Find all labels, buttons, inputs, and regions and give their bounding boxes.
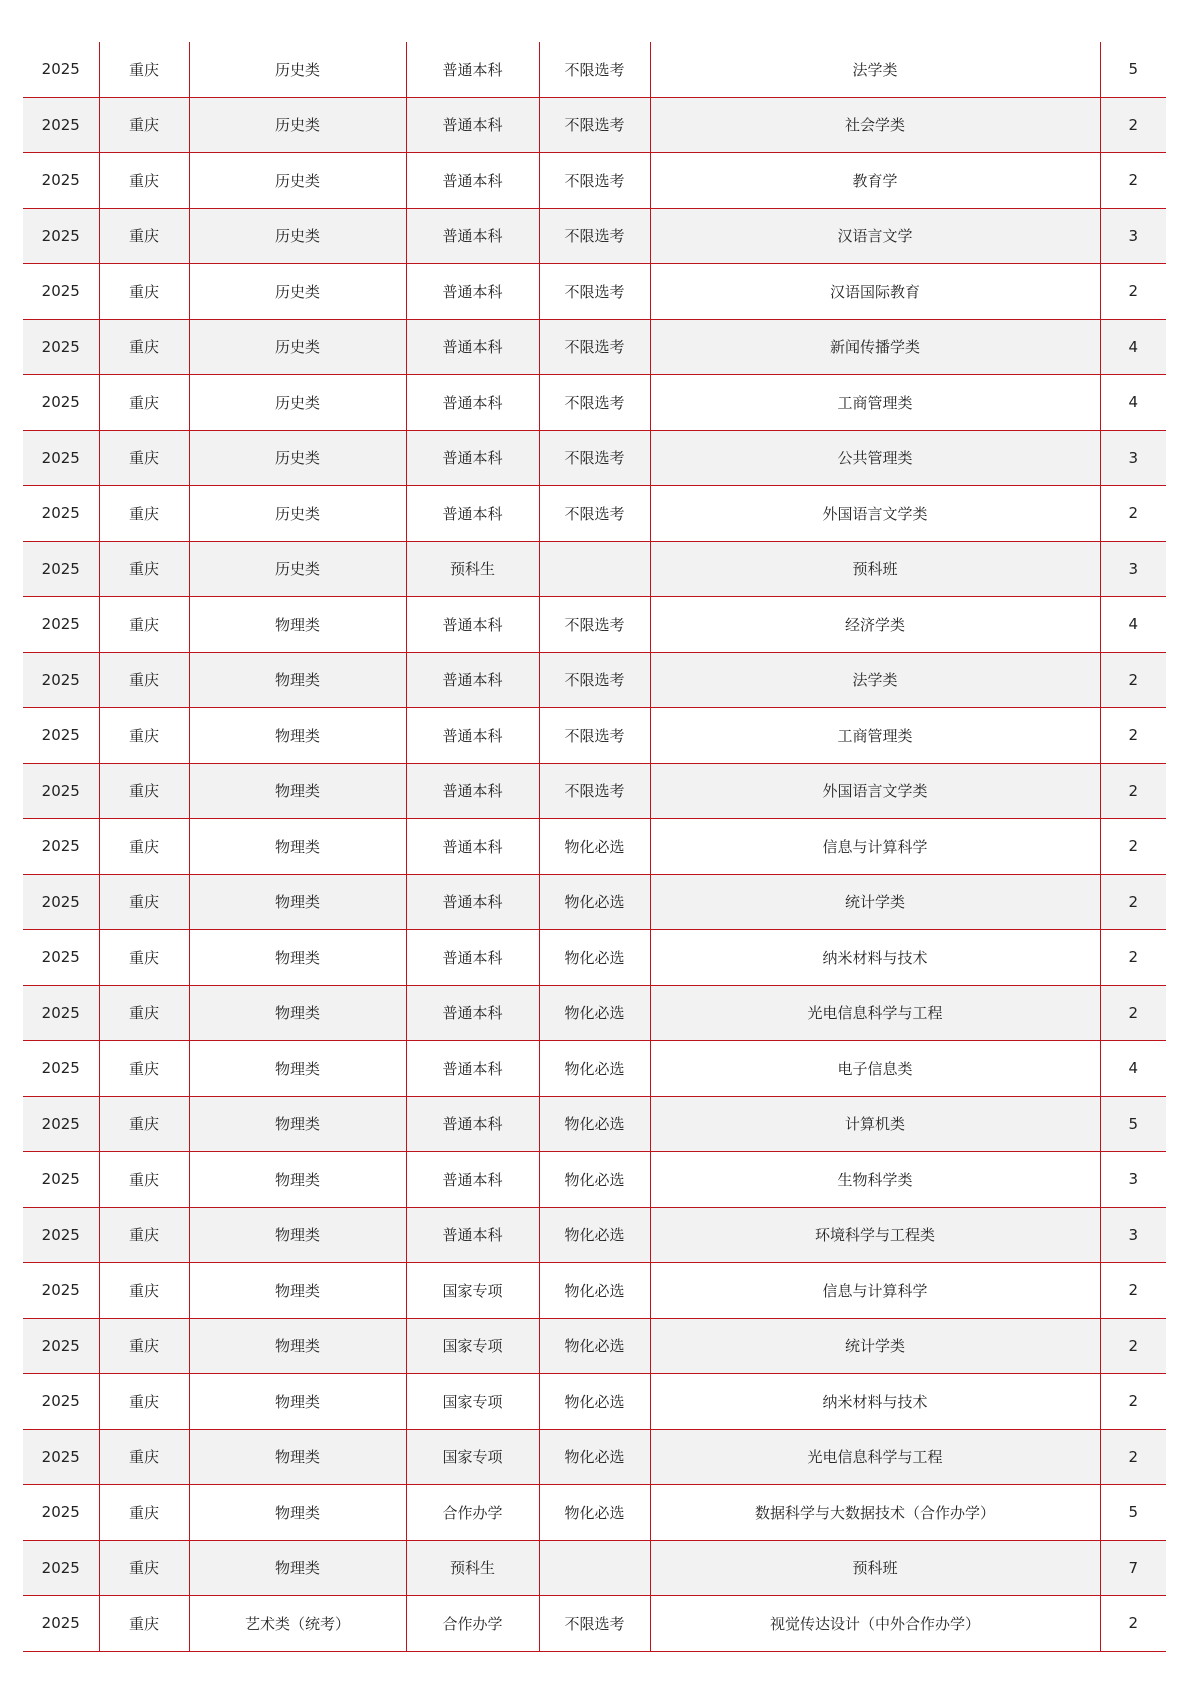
plan-count-cell: 3 bbox=[1100, 1152, 1166, 1208]
batch-cell: 普通本科 bbox=[406, 153, 539, 209]
subject-requirement-cell: 物化必选 bbox=[539, 1207, 650, 1263]
plan-count-cell: 2 bbox=[1100, 97, 1166, 153]
major-cell: 新闻传播学类 bbox=[650, 319, 1100, 375]
province-cell: 重庆 bbox=[99, 819, 189, 875]
province-cell: 重庆 bbox=[99, 1152, 189, 1208]
province-cell: 重庆 bbox=[99, 1041, 189, 1097]
table-row bbox=[23, 985, 1166, 1041]
plan-count-cell: 2 bbox=[1100, 1429, 1166, 1485]
batch-cell: 普通本科 bbox=[406, 763, 539, 819]
subject-requirement-cell: 不限选考 bbox=[539, 208, 650, 264]
batch-cell: 国家专项 bbox=[406, 1263, 539, 1319]
subject-category-cell: 历史类 bbox=[189, 208, 406, 264]
plan-count-cell: 2 bbox=[1100, 1596, 1166, 1652]
major-cell: 教育学 bbox=[650, 153, 1100, 209]
subject-category-cell: 历史类 bbox=[189, 319, 406, 375]
subject-category-cell: 物理类 bbox=[189, 1318, 406, 1374]
table-row bbox=[23, 1485, 1166, 1541]
year-cell: 2025 bbox=[23, 874, 99, 930]
table-body bbox=[23, 42, 1166, 1651]
batch-cell: 普通本科 bbox=[406, 652, 539, 708]
major-cell: 外国语言文学类 bbox=[650, 763, 1100, 819]
province-cell: 重庆 bbox=[99, 1318, 189, 1374]
table-row bbox=[23, 597, 1166, 653]
plan-count-cell: 2 bbox=[1100, 1318, 1166, 1374]
table-row bbox=[23, 652, 1166, 708]
province-cell: 重庆 bbox=[99, 1596, 189, 1652]
major-cell: 数据科学与大数据技术（合作办学） bbox=[650, 1485, 1100, 1541]
year-cell: 2025 bbox=[23, 208, 99, 264]
subject-category-cell: 物理类 bbox=[189, 1485, 406, 1541]
plan-count-cell: 5 bbox=[1100, 1485, 1166, 1541]
subject-category-cell: 历史类 bbox=[189, 153, 406, 209]
province-cell: 重庆 bbox=[99, 208, 189, 264]
year-cell: 2025 bbox=[23, 319, 99, 375]
table-row bbox=[23, 874, 1166, 930]
table-row bbox=[23, 486, 1166, 542]
year-cell: 2025 bbox=[23, 1096, 99, 1152]
plan-count-cell: 7 bbox=[1100, 1540, 1166, 1596]
subject-category-cell: 历史类 bbox=[189, 541, 406, 597]
table-row bbox=[23, 1207, 1166, 1263]
province-cell: 重庆 bbox=[99, 1485, 189, 1541]
subject-category-cell: 历史类 bbox=[189, 486, 406, 542]
batch-cell: 普通本科 bbox=[406, 430, 539, 486]
province-cell: 重庆 bbox=[99, 1263, 189, 1319]
subject-category-cell: 物理类 bbox=[189, 819, 406, 875]
subject-category-cell: 艺术类（统考） bbox=[189, 1596, 406, 1652]
batch-cell: 普通本科 bbox=[406, 486, 539, 542]
plan-count-cell: 2 bbox=[1100, 874, 1166, 930]
province-cell: 重庆 bbox=[99, 375, 189, 431]
subject-requirement-cell bbox=[539, 541, 650, 597]
subject-requirement-cell: 不限选考 bbox=[539, 652, 650, 708]
subject-requirement-cell: 不限选考 bbox=[539, 97, 650, 153]
plan-count-cell: 3 bbox=[1100, 1207, 1166, 1263]
batch-cell: 合作办学 bbox=[406, 1485, 539, 1541]
plan-count-cell: 2 bbox=[1100, 1263, 1166, 1319]
subject-requirement-cell: 不限选考 bbox=[539, 264, 650, 320]
year-cell: 2025 bbox=[23, 375, 99, 431]
subject-category-cell: 物理类 bbox=[189, 1263, 406, 1319]
table-row bbox=[23, 1429, 1166, 1485]
major-cell: 纳米材料与技术 bbox=[650, 1374, 1100, 1430]
plan-count-cell: 5 bbox=[1100, 1096, 1166, 1152]
batch-cell: 国家专项 bbox=[406, 1429, 539, 1485]
table-row bbox=[23, 430, 1166, 486]
subject-requirement-cell: 物化必选 bbox=[539, 1041, 650, 1097]
batch-cell: 普通本科 bbox=[406, 985, 539, 1041]
province-cell: 重庆 bbox=[99, 1207, 189, 1263]
major-cell: 经济学类 bbox=[650, 597, 1100, 653]
province-cell: 重庆 bbox=[99, 930, 189, 986]
plan-count-cell: 3 bbox=[1100, 208, 1166, 264]
year-cell: 2025 bbox=[23, 985, 99, 1041]
major-cell: 计算机类 bbox=[650, 1096, 1100, 1152]
major-cell: 环境科学与工程类 bbox=[650, 1207, 1100, 1263]
subject-category-cell: 物理类 bbox=[189, 1041, 406, 1097]
batch-cell: 普通本科 bbox=[406, 208, 539, 264]
subject-requirement-cell: 不限选考 bbox=[539, 763, 650, 819]
plan-count-cell: 2 bbox=[1100, 1374, 1166, 1430]
year-cell: 2025 bbox=[23, 42, 99, 97]
province-cell: 重庆 bbox=[99, 874, 189, 930]
year-cell: 2025 bbox=[23, 1207, 99, 1263]
subject-category-cell: 物理类 bbox=[189, 708, 406, 764]
year-cell: 2025 bbox=[23, 652, 99, 708]
year-cell: 2025 bbox=[23, 930, 99, 986]
subject-requirement-cell: 不限选考 bbox=[539, 42, 650, 97]
subject-category-cell: 物理类 bbox=[189, 985, 406, 1041]
plan-count-cell: 2 bbox=[1100, 652, 1166, 708]
batch-cell: 普通本科 bbox=[406, 42, 539, 97]
subject-requirement-cell: 不限选考 bbox=[539, 1596, 650, 1652]
subject-requirement-cell: 物化必选 bbox=[539, 819, 650, 875]
major-cell: 外国语言文学类 bbox=[650, 486, 1100, 542]
table-row bbox=[23, 1152, 1166, 1208]
year-cell: 2025 bbox=[23, 819, 99, 875]
subject-requirement-cell: 物化必选 bbox=[539, 1485, 650, 1541]
province-cell: 重庆 bbox=[99, 1540, 189, 1596]
major-cell: 汉语国际教育 bbox=[650, 264, 1100, 320]
batch-cell: 普通本科 bbox=[406, 708, 539, 764]
year-cell: 2025 bbox=[23, 1429, 99, 1485]
province-cell: 重庆 bbox=[99, 319, 189, 375]
batch-cell: 普通本科 bbox=[406, 319, 539, 375]
batch-cell: 普通本科 bbox=[406, 375, 539, 431]
subject-category-cell: 物理类 bbox=[189, 763, 406, 819]
year-cell: 2025 bbox=[23, 1041, 99, 1097]
province-cell: 重庆 bbox=[99, 652, 189, 708]
table-row bbox=[23, 763, 1166, 819]
province-cell: 重庆 bbox=[99, 486, 189, 542]
year-cell: 2025 bbox=[23, 264, 99, 320]
province-cell: 重庆 bbox=[99, 1096, 189, 1152]
major-cell: 信息与计算科学 bbox=[650, 819, 1100, 875]
table-row bbox=[23, 541, 1166, 597]
plan-count-cell: 4 bbox=[1100, 319, 1166, 375]
year-cell: 2025 bbox=[23, 430, 99, 486]
year-cell: 2025 bbox=[23, 597, 99, 653]
table-row bbox=[23, 42, 1166, 97]
major-cell: 纳米材料与技术 bbox=[650, 930, 1100, 986]
year-cell: 2025 bbox=[23, 1318, 99, 1374]
subject-requirement-cell: 物化必选 bbox=[539, 1263, 650, 1319]
year-cell: 2025 bbox=[23, 708, 99, 764]
table-row bbox=[23, 208, 1166, 264]
batch-cell: 普通本科 bbox=[406, 1041, 539, 1097]
table-row bbox=[23, 153, 1166, 209]
subject-requirement-cell: 物化必选 bbox=[539, 1374, 650, 1430]
major-cell: 预科班 bbox=[650, 541, 1100, 597]
table-row bbox=[23, 1596, 1166, 1652]
table-row bbox=[23, 1096, 1166, 1152]
batch-cell: 普通本科 bbox=[406, 1207, 539, 1263]
table-row bbox=[23, 930, 1166, 986]
batch-cell: 普通本科 bbox=[406, 1096, 539, 1152]
subject-category-cell: 历史类 bbox=[189, 42, 406, 97]
year-cell: 2025 bbox=[23, 1152, 99, 1208]
plan-count-cell: 2 bbox=[1100, 264, 1166, 320]
subject-category-cell: 历史类 bbox=[189, 430, 406, 486]
subject-requirement-cell: 不限选考 bbox=[539, 708, 650, 764]
batch-cell: 普通本科 bbox=[406, 1152, 539, 1208]
subject-requirement-cell bbox=[539, 1540, 650, 1596]
subject-requirement-cell: 不限选考 bbox=[539, 486, 650, 542]
subject-requirement-cell: 不限选考 bbox=[539, 375, 650, 431]
subject-category-cell: 历史类 bbox=[189, 375, 406, 431]
table-row bbox=[23, 1374, 1166, 1430]
plan-count-cell: 3 bbox=[1100, 541, 1166, 597]
major-cell: 预科班 bbox=[650, 1540, 1100, 1596]
subject-category-cell: 物理类 bbox=[189, 652, 406, 708]
province-cell: 重庆 bbox=[99, 1374, 189, 1430]
batch-cell: 普通本科 bbox=[406, 97, 539, 153]
major-cell: 生物科学类 bbox=[650, 1152, 1100, 1208]
batch-cell: 合作办学 bbox=[406, 1596, 539, 1652]
subject-category-cell: 物理类 bbox=[189, 1207, 406, 1263]
plan-count-cell: 2 bbox=[1100, 486, 1166, 542]
table-row bbox=[23, 375, 1166, 431]
major-cell: 法学类 bbox=[650, 652, 1100, 708]
major-cell: 光电信息科学与工程 bbox=[650, 985, 1100, 1041]
major-cell: 视觉传达设计（中外合作办学） bbox=[650, 1596, 1100, 1652]
major-cell: 汉语言文学 bbox=[650, 208, 1100, 264]
province-cell: 重庆 bbox=[99, 1429, 189, 1485]
province-cell: 重庆 bbox=[99, 541, 189, 597]
province-cell: 重庆 bbox=[99, 597, 189, 653]
subject-requirement-cell: 不限选考 bbox=[539, 430, 650, 486]
year-cell: 2025 bbox=[23, 1485, 99, 1541]
subject-category-cell: 物理类 bbox=[189, 1429, 406, 1485]
batch-cell: 普通本科 bbox=[406, 819, 539, 875]
batch-cell: 普通本科 bbox=[406, 874, 539, 930]
table-row bbox=[23, 1263, 1166, 1319]
subject-requirement-cell: 物化必选 bbox=[539, 1096, 650, 1152]
plan-count-cell: 4 bbox=[1100, 1041, 1166, 1097]
subject-requirement-cell: 物化必选 bbox=[539, 1429, 650, 1485]
table-row bbox=[23, 819, 1166, 875]
major-cell: 法学类 bbox=[650, 42, 1100, 97]
subject-category-cell: 物理类 bbox=[189, 1152, 406, 1208]
batch-cell: 普通本科 bbox=[406, 930, 539, 986]
subject-category-cell: 物理类 bbox=[189, 1374, 406, 1430]
major-cell: 电子信息类 bbox=[650, 1041, 1100, 1097]
major-cell: 社会学类 bbox=[650, 97, 1100, 153]
subject-category-cell: 物理类 bbox=[189, 930, 406, 986]
year-cell: 2025 bbox=[23, 1263, 99, 1319]
subject-requirement-cell: 物化必选 bbox=[539, 1152, 650, 1208]
year-cell: 2025 bbox=[23, 486, 99, 542]
subject-requirement-cell: 物化必选 bbox=[539, 1318, 650, 1374]
year-cell: 2025 bbox=[23, 541, 99, 597]
batch-cell: 预科生 bbox=[406, 1540, 539, 1596]
plan-count-cell: 2 bbox=[1100, 819, 1166, 875]
batch-cell: 普通本科 bbox=[406, 597, 539, 653]
table-row bbox=[23, 708, 1166, 764]
plan-count-cell: 5 bbox=[1100, 42, 1166, 97]
plan-count-cell: 4 bbox=[1100, 375, 1166, 431]
province-cell: 重庆 bbox=[99, 985, 189, 1041]
year-cell: 2025 bbox=[23, 1596, 99, 1652]
plan-count-cell: 4 bbox=[1100, 597, 1166, 653]
plan-count-cell: 2 bbox=[1100, 930, 1166, 986]
year-cell: 2025 bbox=[23, 1374, 99, 1430]
major-cell: 信息与计算科学 bbox=[650, 1263, 1100, 1319]
subject-requirement-cell: 物化必选 bbox=[539, 985, 650, 1041]
year-cell: 2025 bbox=[23, 153, 99, 209]
province-cell: 重庆 bbox=[99, 42, 189, 97]
province-cell: 重庆 bbox=[99, 708, 189, 764]
major-cell: 工商管理类 bbox=[650, 708, 1100, 764]
plan-count-cell: 2 bbox=[1100, 763, 1166, 819]
batch-cell: 国家专项 bbox=[406, 1374, 539, 1430]
subject-requirement-cell: 不限选考 bbox=[539, 319, 650, 375]
subject-requirement-cell: 不限选考 bbox=[539, 153, 650, 209]
table-row bbox=[23, 319, 1166, 375]
subject-category-cell: 物理类 bbox=[189, 597, 406, 653]
major-cell: 工商管理类 bbox=[650, 375, 1100, 431]
subject-requirement-cell: 不限选考 bbox=[539, 597, 650, 653]
plan-count-cell: 2 bbox=[1100, 985, 1166, 1041]
province-cell: 重庆 bbox=[99, 153, 189, 209]
table-row bbox=[23, 1540, 1166, 1596]
subject-category-cell: 物理类 bbox=[189, 874, 406, 930]
subject-category-cell: 历史类 bbox=[189, 97, 406, 153]
major-cell: 光电信息科学与工程 bbox=[650, 1429, 1100, 1485]
subject-requirement-cell: 物化必选 bbox=[539, 874, 650, 930]
table-row bbox=[23, 97, 1166, 153]
major-cell: 公共管理类 bbox=[650, 430, 1100, 486]
province-cell: 重庆 bbox=[99, 97, 189, 153]
batch-cell: 国家专项 bbox=[406, 1318, 539, 1374]
table-row bbox=[23, 1041, 1166, 1097]
subject-category-cell: 历史类 bbox=[189, 264, 406, 320]
subject-requirement-cell: 物化必选 bbox=[539, 930, 650, 986]
year-cell: 2025 bbox=[23, 763, 99, 819]
province-cell: 重庆 bbox=[99, 763, 189, 819]
subject-category-cell: 物理类 bbox=[189, 1540, 406, 1596]
province-cell: 重庆 bbox=[99, 264, 189, 320]
year-cell: 2025 bbox=[23, 1540, 99, 1596]
table-row bbox=[23, 1318, 1166, 1374]
plan-count-cell: 2 bbox=[1100, 153, 1166, 209]
subject-category-cell: 物理类 bbox=[189, 1096, 406, 1152]
enrollment-plan-table bbox=[23, 42, 1166, 1652]
major-cell: 统计学类 bbox=[650, 874, 1100, 930]
plan-count-cell: 2 bbox=[1100, 708, 1166, 764]
year-cell: 2025 bbox=[23, 97, 99, 153]
major-cell: 统计学类 bbox=[650, 1318, 1100, 1374]
province-cell: 重庆 bbox=[99, 430, 189, 486]
table-row bbox=[23, 264, 1166, 320]
plan-count-cell: 3 bbox=[1100, 430, 1166, 486]
batch-cell: 预科生 bbox=[406, 541, 539, 597]
batch-cell: 普通本科 bbox=[406, 264, 539, 320]
